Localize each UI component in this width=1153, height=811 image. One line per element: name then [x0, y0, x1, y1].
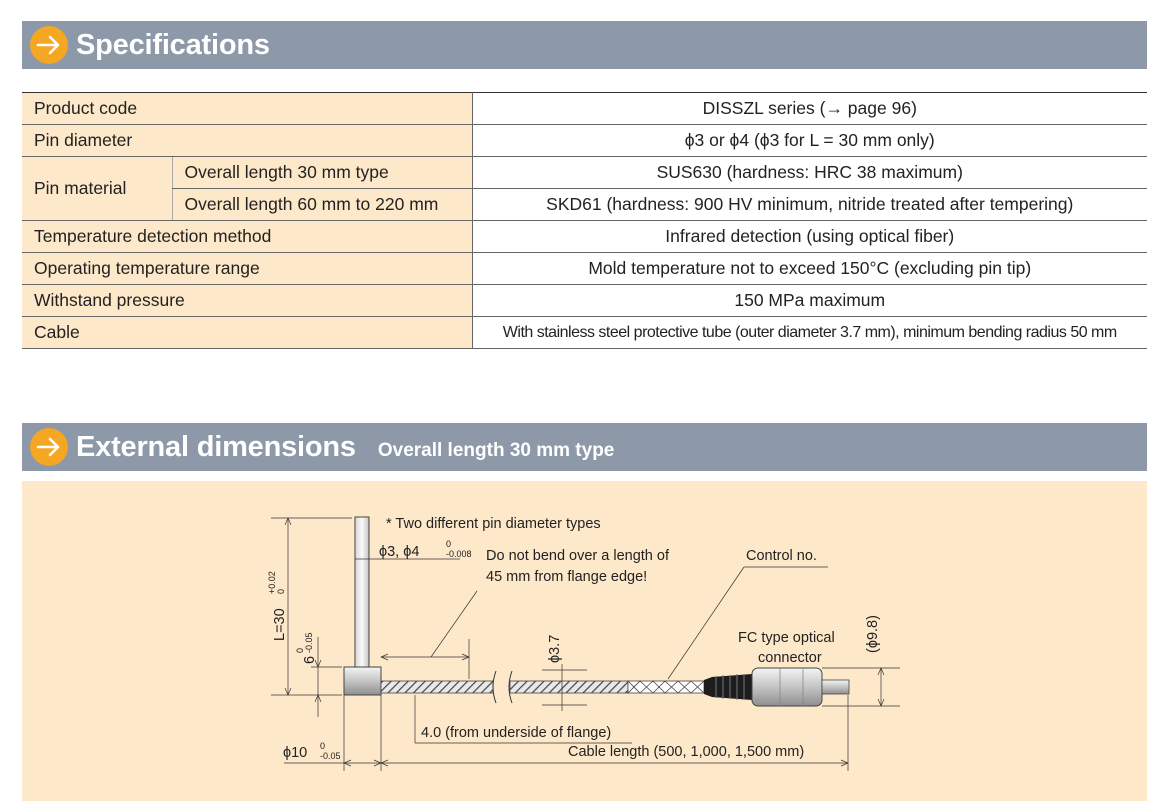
- flange-tol-lower: -0.05: [304, 632, 314, 653]
- pin-tol-upper: 0: [446, 539, 452, 549]
- note-pin-types: * Two different pin diameter types: [386, 516, 601, 532]
- table-row: [22, 253, 1147, 285]
- cable-length-label: Cable length (500, 1,000, 1,500 mm): [568, 744, 805, 760]
- row-value: SKD61 (hardness: 900 HV minimum, nitride treated after tempering): [472, 189, 1147, 221]
- row-value: DISSZL series (→ page 96): [472, 93, 1147, 125]
- specifications-table: [22, 92, 1147, 349]
- row-value: Infrared detection (using optical fiber): [472, 221, 1147, 253]
- arrow-right-icon: [30, 428, 68, 466]
- length-L-tol-lower: 0: [276, 588, 286, 594]
- flange-diameter-label: ϕ10: [283, 745, 308, 761]
- connector-label-line2: connector: [758, 650, 822, 666]
- table-row: [22, 317, 1147, 349]
- row-value: SUS630 (hardness: HRC 38 maximum): [472, 157, 1147, 189]
- cable-diameter-label: ϕ3.7: [547, 634, 563, 663]
- arrow-right-icon: [30, 26, 68, 64]
- row-value: Mold temperature not to exceed 150°C (excluding pin tip): [472, 253, 1147, 285]
- row-label: Pin diameter: [22, 125, 472, 157]
- flange-height-label: 6: [302, 655, 318, 664]
- flange-tol-upper: 0: [295, 647, 305, 653]
- connector-boot: [704, 674, 752, 700]
- row-value: ϕ3 or ϕ4 (ϕ3 for L = 30 mm only): [472, 125, 1147, 157]
- control-no-label: Control no.: [746, 548, 817, 564]
- pin-tol-lower: -0.008: [446, 549, 472, 559]
- bend-warning-line2: 45 mm from flange edge!: [486, 569, 648, 585]
- cable-segment: [381, 681, 493, 693]
- flange-dia-tol-upper: 0: [320, 741, 326, 751]
- section-subtitle: Overall length 30 mm type: [377, 440, 615, 461]
- dimensions-drawing-panel: [22, 481, 1147, 801]
- row-sublabel: Overall length 60 mm to 220 mm: [172, 189, 472, 221]
- row-label: Temperature detection method: [22, 221, 472, 253]
- table-row: [22, 93, 1147, 125]
- length-L-label: L=30: [272, 608, 288, 641]
- table-row: [22, 285, 1147, 317]
- flange-dia-tol-lower: -0.05: [320, 751, 341, 761]
- table-row: [22, 221, 1147, 253]
- row-label: Withstand pressure: [22, 285, 472, 317]
- connector-ferrule: [822, 680, 849, 694]
- table-row: [22, 189, 1147, 221]
- table-row: [22, 125, 1147, 157]
- specifications-header: [22, 21, 1147, 69]
- pin-diameter-label: ϕ3, ϕ4: [379, 544, 420, 560]
- dimension-drawing: [22, 481, 1147, 801]
- bend-warning-line1: Do not bend over a length of: [486, 548, 669, 564]
- pin-shape: [355, 517, 369, 667]
- connector-body: [752, 668, 822, 706]
- length-L-tol-upper: +0.02: [267, 571, 277, 594]
- row-value: 150 MPa maximum: [472, 285, 1147, 317]
- table-row: [22, 157, 1147, 189]
- row-sublabel: Overall length 30 mm type: [172, 157, 472, 189]
- flange-shape: [344, 667, 381, 695]
- row-label: Pin material: [22, 157, 172, 221]
- row-value: With stainless steel protective tube (outer diameter 3.7 mm), minimum bending radius 50 mm: [472, 317, 1147, 349]
- row-label: Product code: [22, 93, 472, 125]
- external-dimensions-header: [22, 423, 1147, 471]
- offset-note: 4.0 (from underside of flange): [421, 725, 612, 741]
- row-label: Cable: [22, 317, 472, 349]
- row-label: Operating temperature range: [22, 253, 472, 285]
- section-title: External dimensions: [76, 430, 356, 463]
- connector-label-line1: FC type optical: [738, 630, 835, 646]
- section-title: Specifications: [76, 28, 270, 61]
- cable-segment: [510, 681, 628, 693]
- connector-diameter-label: (ϕ9.8): [865, 615, 881, 653]
